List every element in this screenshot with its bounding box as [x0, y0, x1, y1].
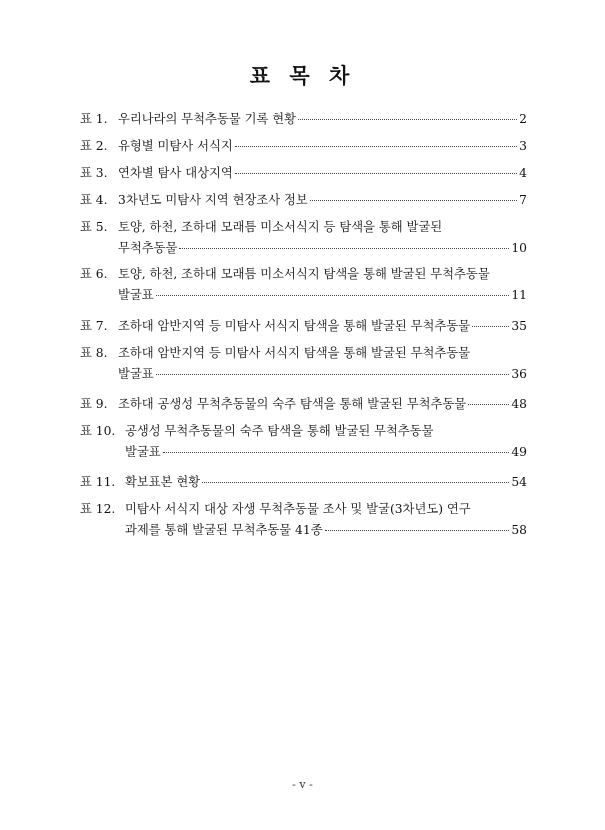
entry-number: 표 6. — [80, 267, 108, 281]
toc-entry-12[interactable] — [80, 502, 527, 539]
leader-dots — [156, 286, 510, 296]
entry-number: 표 2. — [80, 139, 108, 153]
entry-page: 10 — [511, 241, 527, 256]
entry-number: 표 3. — [80, 166, 108, 180]
entry-title: 미탐사 서식지 대상 자생 무척추동물 조사 및 발굴(3차년도) 연구 — [125, 502, 471, 516]
entry-page: 48 — [511, 397, 527, 411]
toc-entry-2[interactable] — [80, 139, 527, 154]
entry-title-continued: 발굴표 — [118, 288, 154, 303]
entry-number: 표 10. — [80, 424, 116, 438]
entry-number: 표 5. — [80, 220, 108, 234]
toc-entry-6[interactable] — [80, 267, 527, 304]
entry-number: 표 11. — [80, 475, 116, 489]
entry-title: 우리나라의 무척추동물 기록 현황 — [118, 112, 297, 126]
toc-entry-9[interactable] — [80, 397, 527, 412]
leader-dots — [298, 110, 517, 120]
entry-title: 토양, 하천, 조하대 모래틈 미소서식지 등 탐색을 통해 발굴된 — [118, 220, 443, 234]
entry-number: 표 4. — [80, 193, 108, 207]
entry-page: 2 — [519, 112, 527, 126]
entry-number: 표 8. — [80, 346, 108, 360]
entry-page: 58 — [511, 523, 527, 538]
entry-page: 11 — [511, 288, 527, 303]
leader-dots — [310, 191, 517, 201]
leader-dots — [235, 137, 517, 147]
toc-entry-8[interactable] — [80, 346, 527, 383]
entry-title: 조하대 암반지역 등 미탐사 서식지 탐색을 통해 발굴된 무척추동물 — [118, 346, 470, 360]
leader-dots — [179, 239, 509, 249]
entry-title-continued: 발굴표 — [125, 445, 161, 460]
entry-title: 연차별 탐사 대상지역 — [118, 166, 233, 180]
toc-entry-3[interactable] — [80, 166, 527, 181]
toc-entry-10[interactable] — [80, 424, 527, 461]
entry-title: 확보표본 현황 — [125, 475, 201, 489]
entry-title: 토양, 하천, 조하대 모래틈 미소서식지 탐색을 통해 발굴된 무척추동물 — [118, 267, 490, 281]
entry-number: 표 12. — [80, 502, 116, 516]
entry-page: 7 — [519, 193, 527, 207]
entry-title-continued: 발굴표 — [118, 367, 154, 382]
leader-dots — [235, 164, 517, 174]
toc-entry-1[interactable] — [80, 112, 527, 127]
entry-page: 3 — [519, 139, 527, 153]
toc-entry-11[interactable] — [80, 475, 527, 490]
leader-dots — [202, 473, 509, 483]
entry-title: 유형별 미탐사 서식지 — [118, 139, 233, 153]
leader-dots — [163, 443, 510, 453]
page-title: 표 목 차 — [249, 63, 356, 88]
leader-dots — [472, 317, 509, 327]
entry-number: 표 1. — [80, 112, 108, 126]
leader-dots — [156, 365, 510, 375]
entry-title: 공생성 무척추동물의 숙주 탐색을 통해 발굴된 무척추동물 — [125, 424, 434, 438]
entry-page: 35 — [511, 319, 527, 333]
entry-title: 조하대 공생성 무척추동물의 숙주 탐색을 통해 발굴된 무척추동물 — [118, 397, 467, 411]
entry-title: 조하대 암반지역 등 미탐사 서식지 탐색을 통해 발굴된 무척추동물 — [118, 319, 470, 333]
entry-page: 4 — [519, 166, 527, 180]
entry-number: 표 7. — [80, 319, 108, 333]
entry-page: 49 — [511, 445, 527, 460]
page-number-footer: - v - — [292, 778, 313, 791]
entry-title-continued: 과제를 통해 발굴된 무척추동물 41종 — [125, 523, 323, 538]
entry-page: 54 — [511, 475, 527, 489]
toc-entry-5[interactable] — [80, 220, 527, 257]
entry-page: 36 — [511, 367, 527, 382]
toc-entry-7[interactable] — [80, 319, 527, 334]
entry-title-continued: 무척추동물 — [118, 241, 178, 256]
toc-entry-4[interactable] — [80, 193, 527, 208]
entry-number: 표 9. — [80, 397, 108, 411]
leader-dots — [468, 395, 509, 405]
leader-dots — [325, 521, 510, 531]
entry-title: 3차년도 미탐사 지역 현장조사 정보 — [118, 193, 308, 207]
